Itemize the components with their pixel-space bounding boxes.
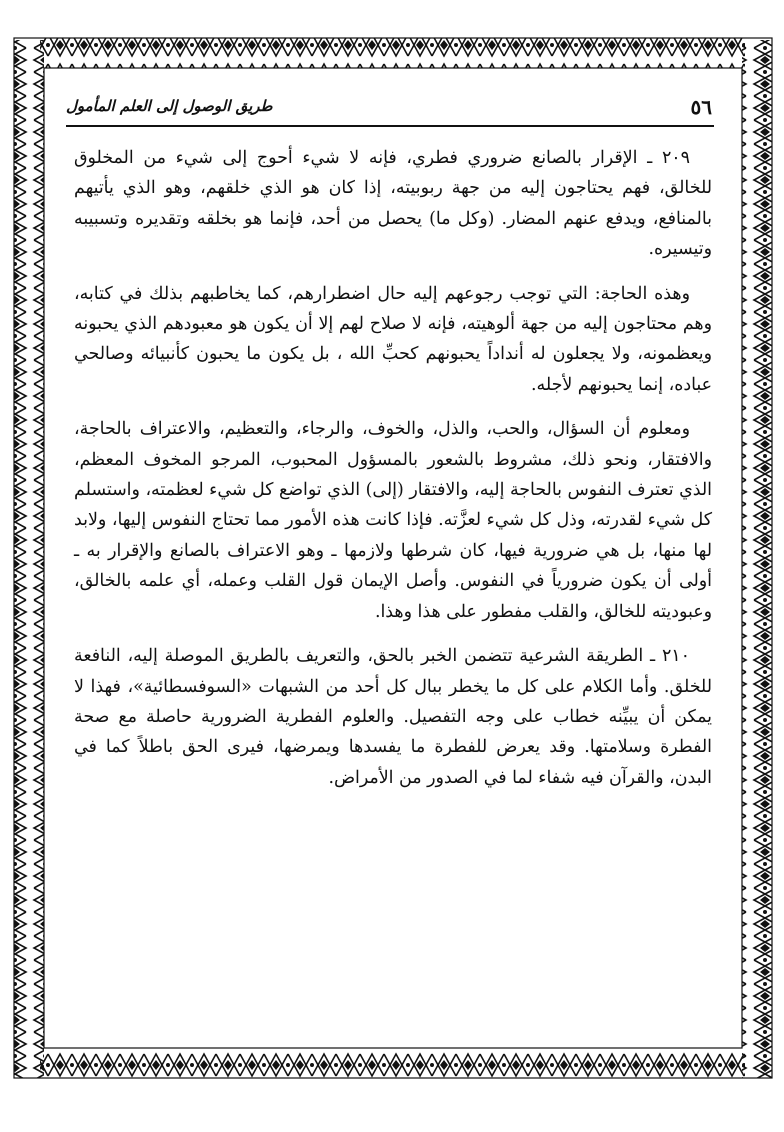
running-title: طريق الوصول إلى العلم المأمول xyxy=(66,97,273,115)
paragraph-need: وهذه الحاجة: التي توجب رجوعهم إليه حال اضطرارهم، كما يخاطبهم بذلك في كتابه، وهم محتاجون إليه من جهة ألوهيته، فإنه لا صلاح لهم إلا أن يكون هو معبودهم الذي يحبونه ويعظمونه، ولا يجعلون له أنداداً يحبونهم كحبِّ الله ، بل يكون ما يحبون كأنبيائه وصالحي عباده، إنما يحبونهم لأجله. xyxy=(74,283,712,395)
page-body xyxy=(74,143,712,793)
paragraph-known: ومعلوم أن السؤال، والحب، والذل، والخوف، والرجاء، والتعظيم، والاعتراف بالحاجة، والافتقار، ونحو ذلك، مشروط بالشعور بالمسؤول المحبوب، المرجو المخوف المعظم، الذي تعترف النفوس بالحاجة إليه، والافتقار (إلى) الذي تواضع كل شيء لعظمته، واستسلم كل شيء لقدرته، وذل كل شيء لعزَّته. فإذا كانت هذه الأمور مما تحتاج النفوس إليها، ولابد لها منها، بل هي ضرورية فيها، كان شرطها ولازمها ـ وهو الاعتراف بالصانع والإقرار به ـ أولى أن يكون ضرورياً في النفوس. وأصل الإيمان قول القلب وعمله، أي علمه بالخالق، وعبوديته للخالق، والقلب مفطور على هذا وهذا. xyxy=(74,419,712,622)
page-header xyxy=(66,93,712,123)
paragraph-209: ٢٠٩ ـ الإقرار بالصانع ضروري فطري، فإنه لا شيء أحوج إلى شيء من المخلوق للخالق، فهم يحتاجون إليه من جهة ربوبيته، إذا كان هو الذي خلقهم، وهو الذي يأتيهم بالمنافع، ويدفع عنهم المضار. (وكل ما) يحصل من أحد، فإنما هو بخلقه وتقديره وتسبيبه وتيسيره. xyxy=(74,148,712,260)
header-rule xyxy=(66,125,714,127)
paragraph-210: ٢١٠ ـ الطريقة الشرعية تتضمن الخبر بالحق، والتعريف بالطريق الموصلة إليه، النافعة للخلق. وأما الكلام على كل ما يخطر ببال كل أحد من الشبهات «السوفسطائية»، فهذا لا يمكن أن يبيِّنه خطاب على وجه التفصيل. والعلوم الفطرية الضرورية حاصلة مع صحة الفطرة وسلامتها. وقد يعرض للفطرة ما يفسدها ويمرضها، فيرى الحق باطلاً كما في البدن، والقرآن فيه شفاء لما في الصدور من الأمراض. xyxy=(74,646,712,788)
page-number: ٥٦ xyxy=(690,95,712,119)
